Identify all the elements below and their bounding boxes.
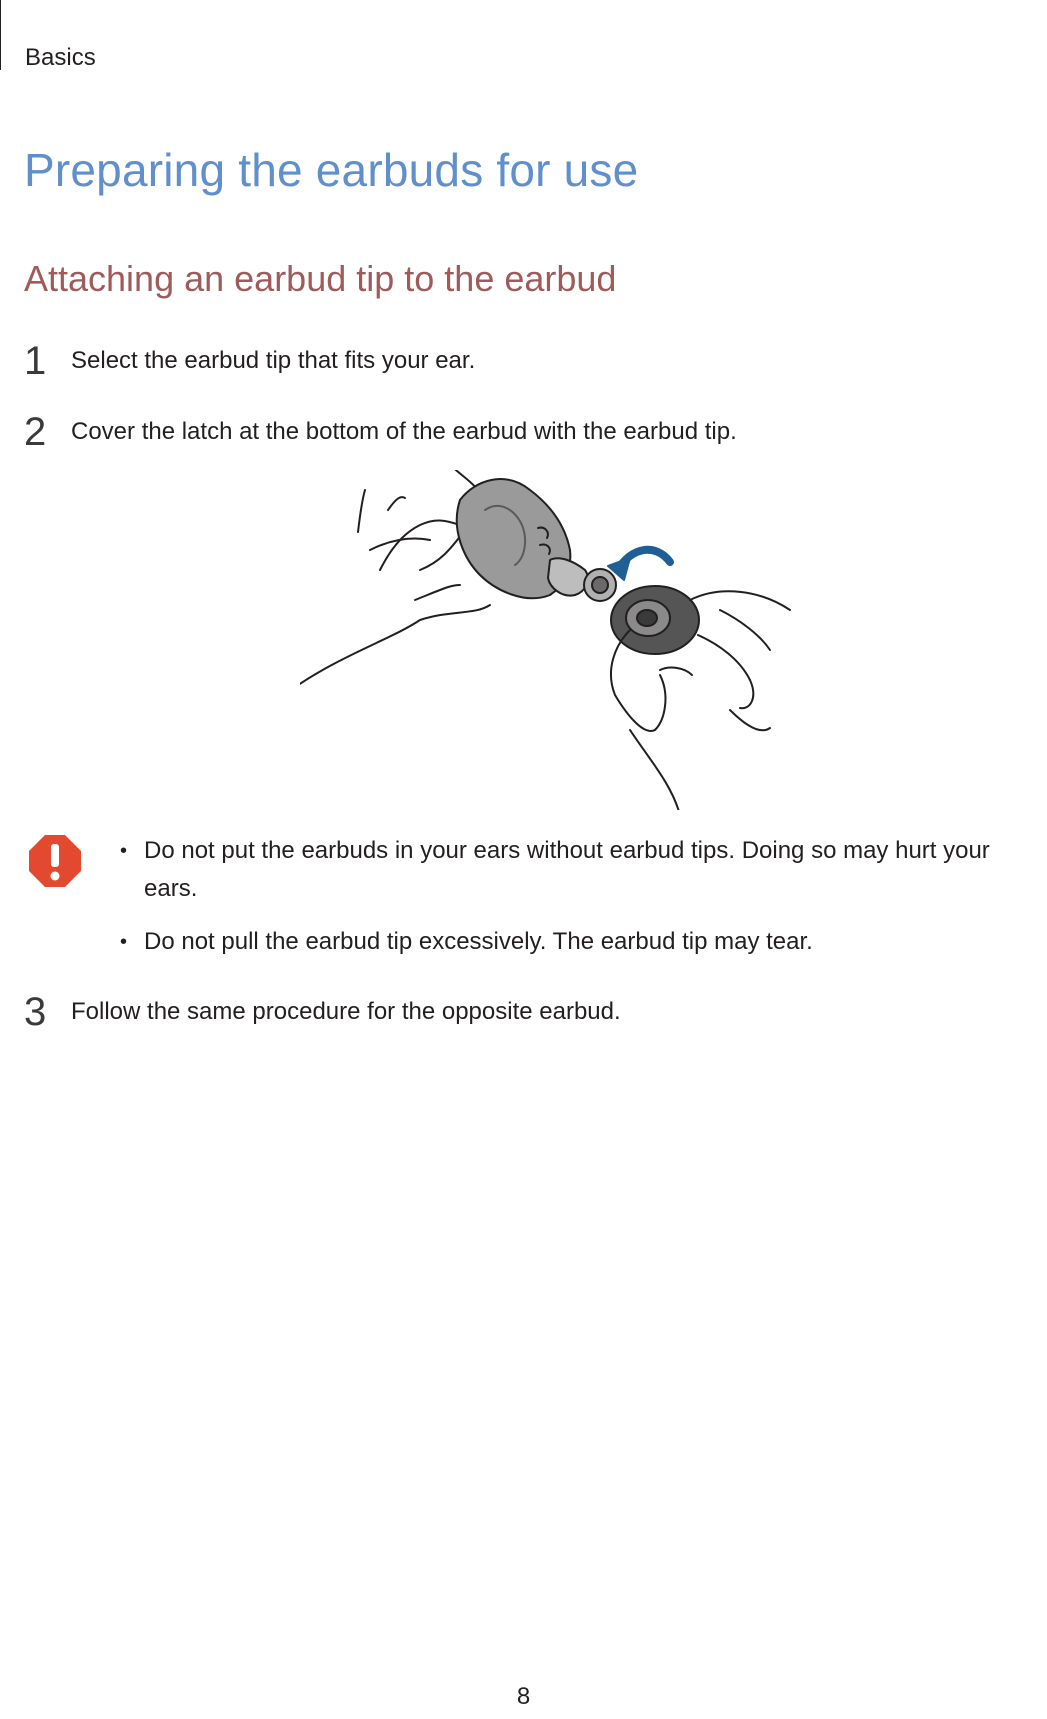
bullet-icon: • [120, 931, 128, 953]
page-edge-mark [0, 0, 1, 70]
step-text: Follow the same procedure for the opposite earbud. [71, 998, 621, 1025]
page-title: Preparing the earbuds for use [24, 144, 639, 196]
step-number: 3 [24, 990, 47, 1034]
step-text: Cover the latch at the bottom of the earbud with the earbud tip. [71, 418, 737, 445]
subsection-title: Attaching an earbud tip to the earbud [24, 258, 617, 299]
earbud-tip-attach-illustration [300, 470, 800, 810]
caution-item [110, 832, 1040, 908]
caution-icon [27, 833, 83, 889]
bullet-icon: • [120, 840, 128, 862]
caution-list [110, 832, 1040, 976]
caution-text: Do not pull the earbud tip excessively. The earbud tip may tear. [144, 928, 813, 955]
caution-text: Do not put the earbuds in your ears without earbud tips. Doing so may hurt your ears. [144, 837, 990, 902]
step-number: 2 [24, 410, 47, 454]
step-number: 1 [24, 339, 47, 383]
section-label: Basics [25, 44, 96, 71]
page-number: 8 [516, 1683, 531, 1710]
caution-item [110, 923, 1040, 961]
step-text: Select the earbud tip that fits your ear. [71, 347, 476, 374]
